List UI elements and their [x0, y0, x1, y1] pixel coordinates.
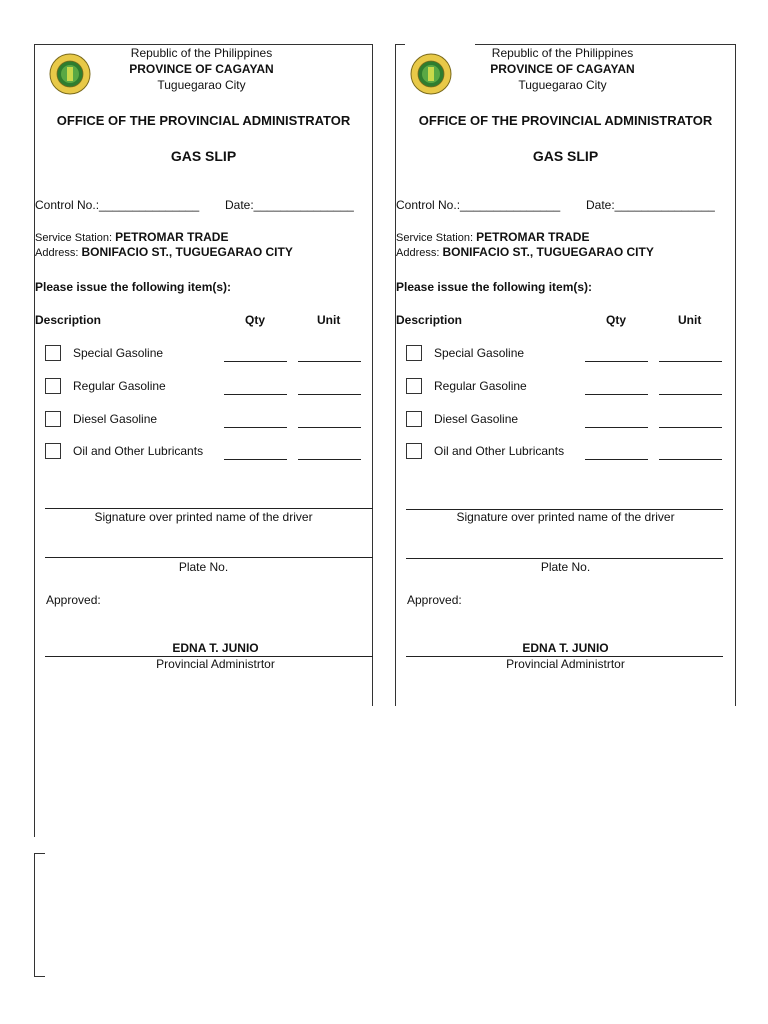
column-qty: Qty [245, 313, 266, 327]
issue-instruction: Please issue the following item(s): [396, 280, 593, 294]
header-city: Tuguegarao City [518, 78, 607, 92]
driver-signature-caption: Signature over printed name of the driver [456, 510, 675, 524]
item-checkbox[interactable] [406, 378, 422, 394]
approver-title: Provincial Administrtor [506, 657, 625, 671]
item-label: Diesel Gasoline [434, 412, 519, 426]
item-checkbox[interactable] [45, 411, 61, 427]
item-checkbox[interactable] [45, 378, 61, 394]
plate-no-caption: Plate No. [540, 560, 591, 574]
header-city: Tuguegarao City [157, 78, 246, 92]
unit-line[interactable] [298, 361, 361, 362]
service-station-value: PETROMAR TRADE [115, 230, 229, 244]
unit-line[interactable] [298, 459, 361, 460]
slip-right-border [735, 44, 736, 706]
approved-label: Approved: [46, 593, 101, 607]
driver-signature-line[interactable] [45, 508, 373, 509]
qty-line[interactable] [585, 394, 648, 395]
item-label: Oil and Other Lubricants [434, 444, 565, 458]
service-station-value: PETROMAR TRADE [476, 230, 590, 244]
header-republic: Republic of the Philippines [491, 46, 634, 60]
control-no-field[interactable]: Control No.:_______________ [396, 198, 561, 212]
slip-right-border [372, 44, 373, 706]
qty-line[interactable] [224, 459, 287, 460]
qty-line[interactable] [585, 459, 648, 460]
office-heading: OFFICE OF THE PROVINCIAL ADMINISTRATOR [418, 113, 713, 128]
item-checkbox[interactable] [45, 443, 61, 459]
service-station-label: Service Station: [35, 232, 113, 244]
header-province: PROVINCE OF CAGAYAN [129, 62, 274, 76]
address-row [35, 245, 293, 259]
plate-no-caption: Plate No. [178, 560, 229, 574]
address-label: Address: [35, 247, 79, 259]
item-label: Special Gasoline [73, 346, 164, 360]
province-seal-logo [49, 53, 91, 95]
page-border-lower-left [34, 853, 35, 977]
driver-signature-caption: Signature over printed name of the driver [94, 510, 313, 524]
address-label: Address: [396, 247, 440, 259]
unit-line[interactable] [659, 394, 722, 395]
column-unit: Unit [678, 313, 702, 327]
slip-left-border [395, 44, 396, 706]
address-value: BONIFACIO ST., TUGUEGARAO CITY [81, 245, 293, 259]
page-border-lower-bottom [34, 976, 45, 977]
approver-name: EDNA T. JUNIO [172, 641, 259, 655]
column-description: Description [396, 313, 463, 327]
service-station-row [35, 230, 228, 244]
slip-title: GAS SLIP [532, 148, 599, 164]
item-checkbox[interactable] [45, 345, 61, 361]
province-seal-logo [410, 53, 452, 95]
control-no-field[interactable]: Control No.:_______________ [35, 198, 200, 212]
slip-top-border [475, 44, 736, 45]
approver-name: EDNA T. JUNIO [522, 641, 609, 655]
header-republic: Republic of the Philippines [130, 46, 273, 60]
item-label: Oil and Other Lubricants [73, 444, 204, 458]
date-field[interactable]: Date:_______________ [225, 198, 354, 212]
slip-top-border [112, 44, 373, 45]
item-checkbox[interactable] [406, 345, 422, 361]
approver-title: Provincial Administrtor [156, 657, 275, 671]
item-label: Special Gasoline [434, 346, 525, 360]
qty-line[interactable] [224, 361, 287, 362]
address-row [396, 245, 654, 259]
service-station-label: Service Station: [396, 232, 474, 244]
column-description: Description [35, 313, 102, 327]
plate-no-line[interactable] [45, 557, 373, 558]
item-label: Regular Gasoline [73, 379, 166, 393]
gas-slip-left [34, 44, 373, 706]
qty-line[interactable] [585, 427, 648, 428]
column-unit: Unit [317, 313, 341, 327]
slip-top-border-left [395, 44, 405, 45]
item-label: Diesel Gasoline [73, 412, 158, 426]
gas-slip-right [395, 44, 736, 706]
column-qty: Qty [606, 313, 627, 327]
office-heading: OFFICE OF THE PROVINCIAL ADMINISTRATOR [56, 113, 351, 128]
qty-line[interactable] [224, 394, 287, 395]
item-checkbox[interactable] [406, 411, 422, 427]
service-station-row [396, 230, 589, 244]
qty-line[interactable] [224, 427, 287, 428]
qty-line[interactable] [585, 361, 648, 362]
plate-no-line[interactable] [406, 558, 723, 559]
approved-label: Approved: [407, 593, 462, 607]
issue-instruction: Please issue the following item(s): [35, 280, 232, 294]
date-field[interactable]: Date:_______________ [586, 198, 715, 212]
item-label: Regular Gasoline [434, 379, 527, 393]
unit-line[interactable] [659, 361, 722, 362]
address-value: BONIFACIO ST., TUGUEGARAO CITY [442, 245, 654, 259]
slip-title: GAS SLIP [170, 148, 237, 164]
header-province: PROVINCE OF CAGAYAN [490, 62, 635, 76]
item-checkbox[interactable] [406, 443, 422, 459]
unit-line[interactable] [298, 427, 361, 428]
unit-line[interactable] [659, 427, 722, 428]
page-border-lower-top [34, 853, 45, 854]
unit-line[interactable] [659, 459, 722, 460]
unit-line[interactable] [298, 394, 361, 395]
